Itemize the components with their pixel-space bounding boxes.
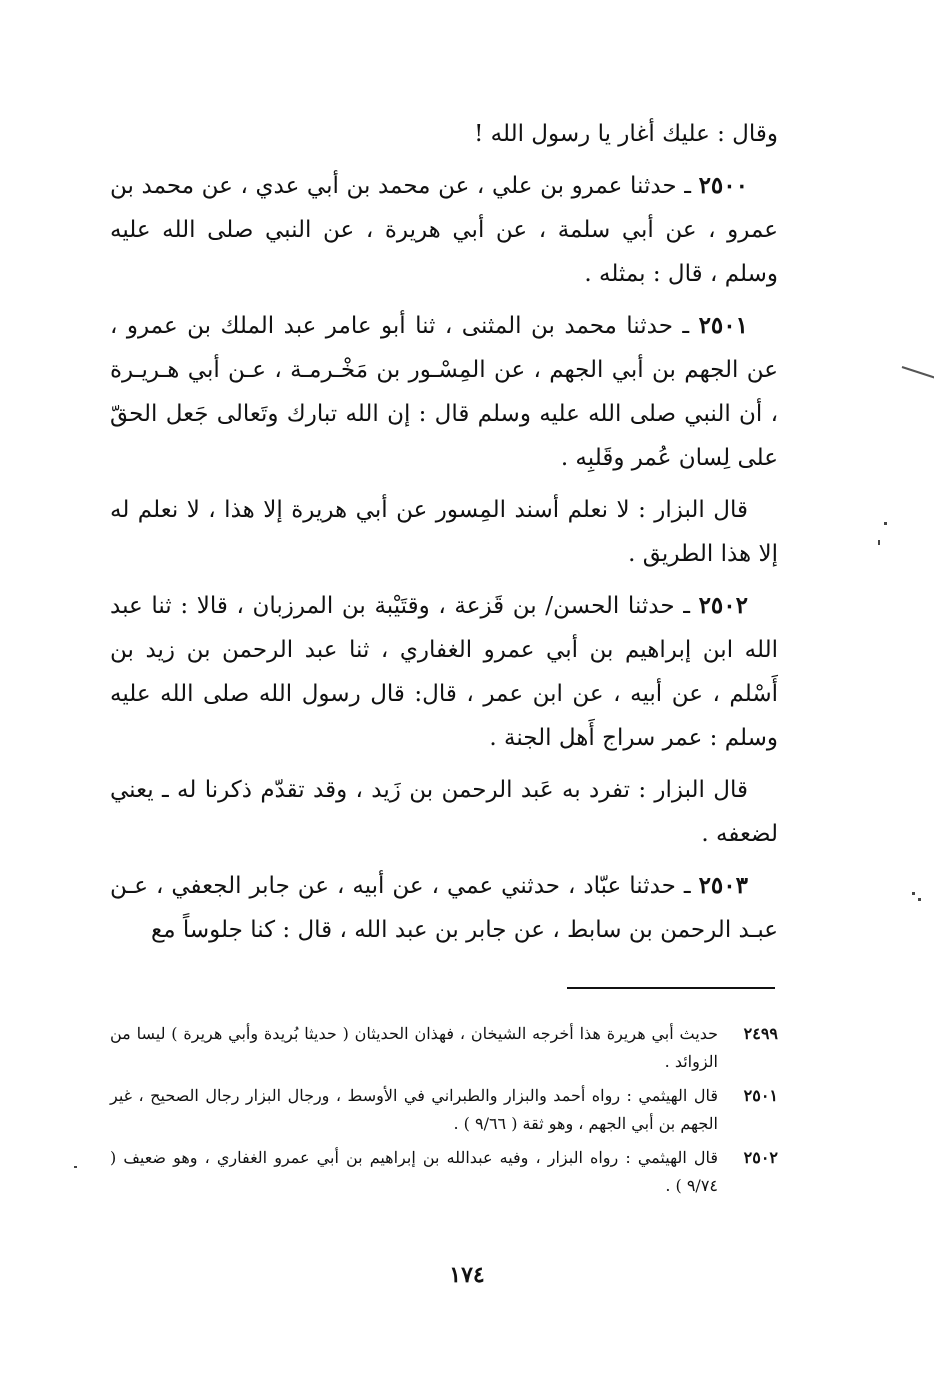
footnote-number: ٢٤٩٩: [743, 1024, 778, 1043]
bazzar-comment-1: [110, 488, 778, 576]
main-text: [110, 112, 778, 960]
hadith-text: ـ حدثنا عبّاد ، حدثني عمي ، عن أبيه ، عن جابر الجعفي ، عـن عبـد الرحمن بن سابط ، عن جابر بن عبد الله ، قال : كنا جلوساً مع: [110, 873, 778, 943]
scan-speck: [878, 540, 880, 545]
scan-speck: [74, 1166, 77, 1168]
footnote-text: قال الهيثمي : رواه البزار ، وفيه عبدالله بن إبراهيم بن أبي عمرو الغفاري ، وهو ضعيف ( ٩/٧٤ ) .: [110, 1148, 718, 1195]
footnote-number: ٢٥٠٢: [743, 1148, 778, 1167]
paragraph-1-text: وقال : عليك أغار يا رسول الله !: [474, 121, 778, 147]
bazzar-comment-2: [110, 768, 778, 856]
footnote-2501: [110, 1082, 778, 1138]
footnote-2499: [110, 1020, 778, 1076]
hadith-number: ٢٥٠٣: [698, 872, 748, 899]
hadith-text: ـ حدثنا عمرو بن علي ، عن محمد بن أبي عدي ، عن محمد بن عمرو ، عن أبي سلمة ، عن أبي هريرة ، عن النبي صلى الله عليه وسلم ، قال : بمثله .: [110, 173, 778, 287]
hadith-text: ـ حدثنا الحسن/ بن قَزعة ، وقتَيْبة بن المرزبان ، قالا : ثنا عبد الله ابن إبراهيم بن أبي عمرو الغفاري ، ثنا عبد الرحمن بن زيد بن أَسْلم ، عن أبيه ، عن ابن عمر ، قال: قال رسول الله صلى الله عليه وسلم : عمر سراج أَهل الجنة .: [110, 593, 778, 751]
hadith-2503: [110, 864, 778, 952]
scan-speck: [912, 892, 915, 895]
paragraph-1: [110, 112, 778, 156]
scan-mark: [902, 366, 934, 378]
footnotes: [110, 1020, 778, 1206]
hadith-text: ـ حدثنا محمد بن المثنى ، ثنا أبو عامر عبد الملك بن عمرو ، عن الجهم بن أبي الجهم ، عن المِسْـور بن مَخْـرمـة ، عـن أبي هـريـرة ، أن النبي صلى الله عليه وسلم قال : إن الله تبارك وتَعالى جَعل الحقّ على لِسان عُمر وقَلبِه .: [110, 313, 778, 471]
hadith-number: ٢٥٠١: [698, 312, 748, 339]
scan-speck: [884, 522, 887, 525]
hadith-number: ٢٥٠٢: [698, 592, 748, 619]
page-number: ١٧٤: [449, 1262, 485, 1288]
comment-text: قال البزار : تفرد به عَبد الرحمن بن زَيد ، وقد تقدّم ذكرنا له ـ يعني لضعفه .: [110, 777, 778, 847]
hadith-number: ٢٥٠٠: [698, 172, 748, 199]
footnote-2502: [110, 1144, 778, 1200]
hadith-2500: [110, 164, 778, 296]
footnote-divider: [567, 987, 775, 989]
hadith-2502: [110, 584, 778, 760]
hadith-2501: [110, 304, 778, 480]
footnote-text: قال الهيثمي : رواه أحمد والبزار والطبراني في الأوسط ، ورجال البزار رجال الصحيح ، غير الجهم بن أبي الجهم ، وهو ثقة ( ٩/٦٦ ) .: [110, 1086, 718, 1133]
comment-text: قال البزار : لا نعلم أسند المِسور عن أبي هريرة إلا هذا ، لا نعلم له إلا هذا الطريق .: [110, 497, 778, 567]
scan-speck: [918, 898, 921, 901]
footnote-number: ٢٥٠١: [743, 1086, 778, 1105]
footnote-text: حديث أبي هريرة هذا أخرجه الشيخان ، فهذان الحديثان ( حديثا بُريدة وأبي هريرة ) ليسا من الزوائد .: [110, 1024, 718, 1071]
